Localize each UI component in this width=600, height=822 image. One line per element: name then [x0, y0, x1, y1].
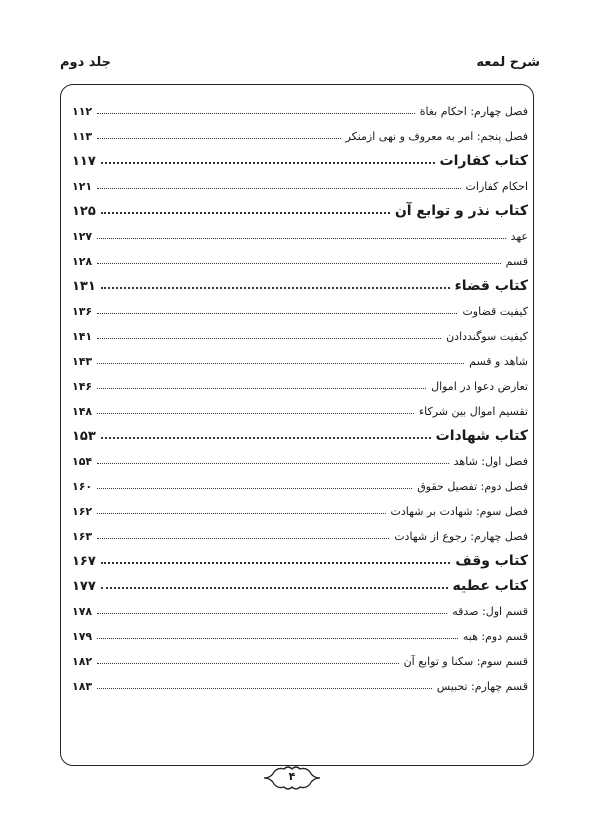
toc-row	[72, 521, 528, 546]
dot-leader	[97, 113, 415, 114]
toc-entry-title: کیفیت سوگنددادن	[446, 330, 528, 343]
dot-leader	[97, 538, 389, 539]
toc-row	[72, 471, 528, 496]
toc-entry-page: ۱۵۳	[72, 429, 96, 444]
toc-entry-page: ۱۲۷	[72, 230, 93, 243]
toc-entry-page: ۱۶۷	[72, 554, 96, 569]
toc-entry-title: قسم چهارم: تحبیس	[436, 680, 528, 693]
toc-row	[72, 321, 528, 346]
dot-leader	[97, 513, 385, 514]
toc-entry-page: ۱۸۲	[72, 655, 93, 668]
dot-leader	[97, 138, 340, 139]
toc-book-row	[72, 271, 528, 296]
dot-leader	[97, 388, 426, 389]
dot-leader	[97, 688, 432, 689]
running-header	[60, 50, 540, 74]
toc-entry-page: ۱۴۳	[72, 355, 93, 368]
toc-row	[72, 621, 528, 646]
toc-entry-page: ۱۱۳	[72, 130, 93, 143]
toc-entry-title: کتاب شهادات	[435, 428, 528, 444]
toc-row	[72, 596, 528, 621]
toc-entry-page: ۱۲۸	[72, 255, 93, 268]
toc-row	[72, 121, 528, 146]
toc-book-row	[72, 421, 528, 446]
toc-entry-title: قسم دوم: هبه	[462, 630, 528, 643]
toc-entry-title: تعارض دعوا در اموال	[431, 380, 528, 393]
toc-entry-page: ۱۶۲	[72, 505, 93, 518]
dot-leader	[97, 263, 500, 264]
dot-leader	[97, 663, 398, 664]
dot-leader	[97, 188, 460, 189]
dot-leader	[97, 488, 412, 489]
toc-entry-title: فصل اول: شاهد	[453, 455, 528, 468]
dot-leader	[101, 562, 451, 564]
toc-row	[72, 96, 528, 121]
toc-entry-title: فصل دوم: تفصیل حقوق	[417, 480, 528, 493]
toc-entry-title: تقسیم اموال بین شرکاء	[418, 405, 528, 418]
toc-entry-page: ۱۱۲	[72, 105, 93, 118]
dot-leader	[97, 463, 449, 464]
page-number: ۴	[288, 770, 296, 783]
dot-leader	[97, 638, 458, 639]
toc-row	[72, 346, 528, 371]
toc-entry-page: ۱۷۸	[72, 605, 93, 618]
toc-entry-title: فصل سوم: شهادت بر شهادت	[390, 505, 528, 518]
toc-entry-page: ۱۸۳	[72, 680, 93, 693]
toc-entry-page: ۱۳۶	[72, 305, 93, 318]
toc-entry-title: کتاب وقف	[455, 553, 528, 569]
toc-entry-page: ۱۴۱	[72, 330, 93, 343]
dot-leader	[97, 613, 447, 614]
toc-row	[72, 646, 528, 671]
page-number-badge	[261, 766, 323, 790]
toc-entry-title: احکام کفارات	[465, 180, 528, 193]
toc-entry-title: قسم سوم: سکنا و توابع آن	[403, 655, 528, 668]
toc-book-row	[72, 571, 528, 596]
toc-entry-title: فصل پنجم: امر به معروف و نهی ازمنکر	[345, 130, 528, 143]
toc-entry-title: کتاب کفارات	[439, 153, 528, 169]
toc-entry-page: ۱۲۱	[72, 180, 93, 193]
book-title: شرح لمعه	[476, 54, 540, 70]
toc-book-row	[72, 146, 528, 171]
toc-entry-page: ۱۳۱	[72, 279, 96, 294]
toc-entry-page: ۱۵۴	[72, 455, 93, 468]
toc-row	[72, 671, 528, 696]
dot-leader	[97, 413, 414, 414]
dot-leader	[101, 162, 435, 164]
toc-entry-title: عهد	[510, 230, 528, 243]
toc-entry-page: ۱۴۸	[72, 405, 93, 418]
toc-row	[72, 371, 528, 396]
dot-leader	[97, 238, 505, 239]
toc-entry-title: کتاب عطیه	[452, 578, 528, 594]
toc-row	[72, 296, 528, 321]
toc-entry-title: شاهد و قسم	[469, 355, 528, 368]
toc-entry-title: فصل چهارم: رجوع از شهادت	[394, 530, 528, 543]
dot-leader	[101, 587, 448, 589]
dot-leader	[101, 437, 431, 439]
toc-entry-page: ۱۷۷	[72, 579, 96, 594]
toc-entry-title: کتاب قضاء	[454, 278, 528, 294]
toc-entry-page: ۱۴۶	[72, 380, 93, 393]
toc-entry-page: ۱۱۷	[72, 154, 96, 169]
toc-entry-title: فصل چهارم: احکام بغاة	[419, 105, 528, 118]
dot-leader	[97, 363, 464, 364]
toc-entry-title: قسم اول: صدقه	[452, 605, 528, 618]
dot-leader	[101, 212, 390, 214]
toc-row	[72, 446, 528, 471]
toc-entry-page: ۱۷۹	[72, 630, 93, 643]
toc-row	[72, 246, 528, 271]
toc-entry-title: قسم	[505, 255, 528, 268]
volume-label: جلد دوم	[60, 54, 111, 70]
toc-entry-page: ۱۲۵	[72, 204, 96, 219]
toc-row	[72, 396, 528, 421]
table-of-contents	[72, 96, 528, 696]
toc-entry-page: ۱۶۳	[72, 530, 93, 543]
dot-leader	[97, 313, 457, 314]
toc-row	[72, 171, 528, 196]
toc-row	[72, 496, 528, 521]
dot-leader	[101, 287, 450, 289]
toc-entry-title: کتاب نذر و توابع آن	[394, 203, 528, 219]
toc-row	[72, 221, 528, 246]
toc-book-row	[72, 196, 528, 221]
toc-entry-page: ۱۶۰	[72, 480, 93, 493]
toc-book-row	[72, 546, 528, 571]
dot-leader	[97, 338, 441, 339]
toc-entry-title: کیفیت قضاوت	[462, 305, 528, 318]
